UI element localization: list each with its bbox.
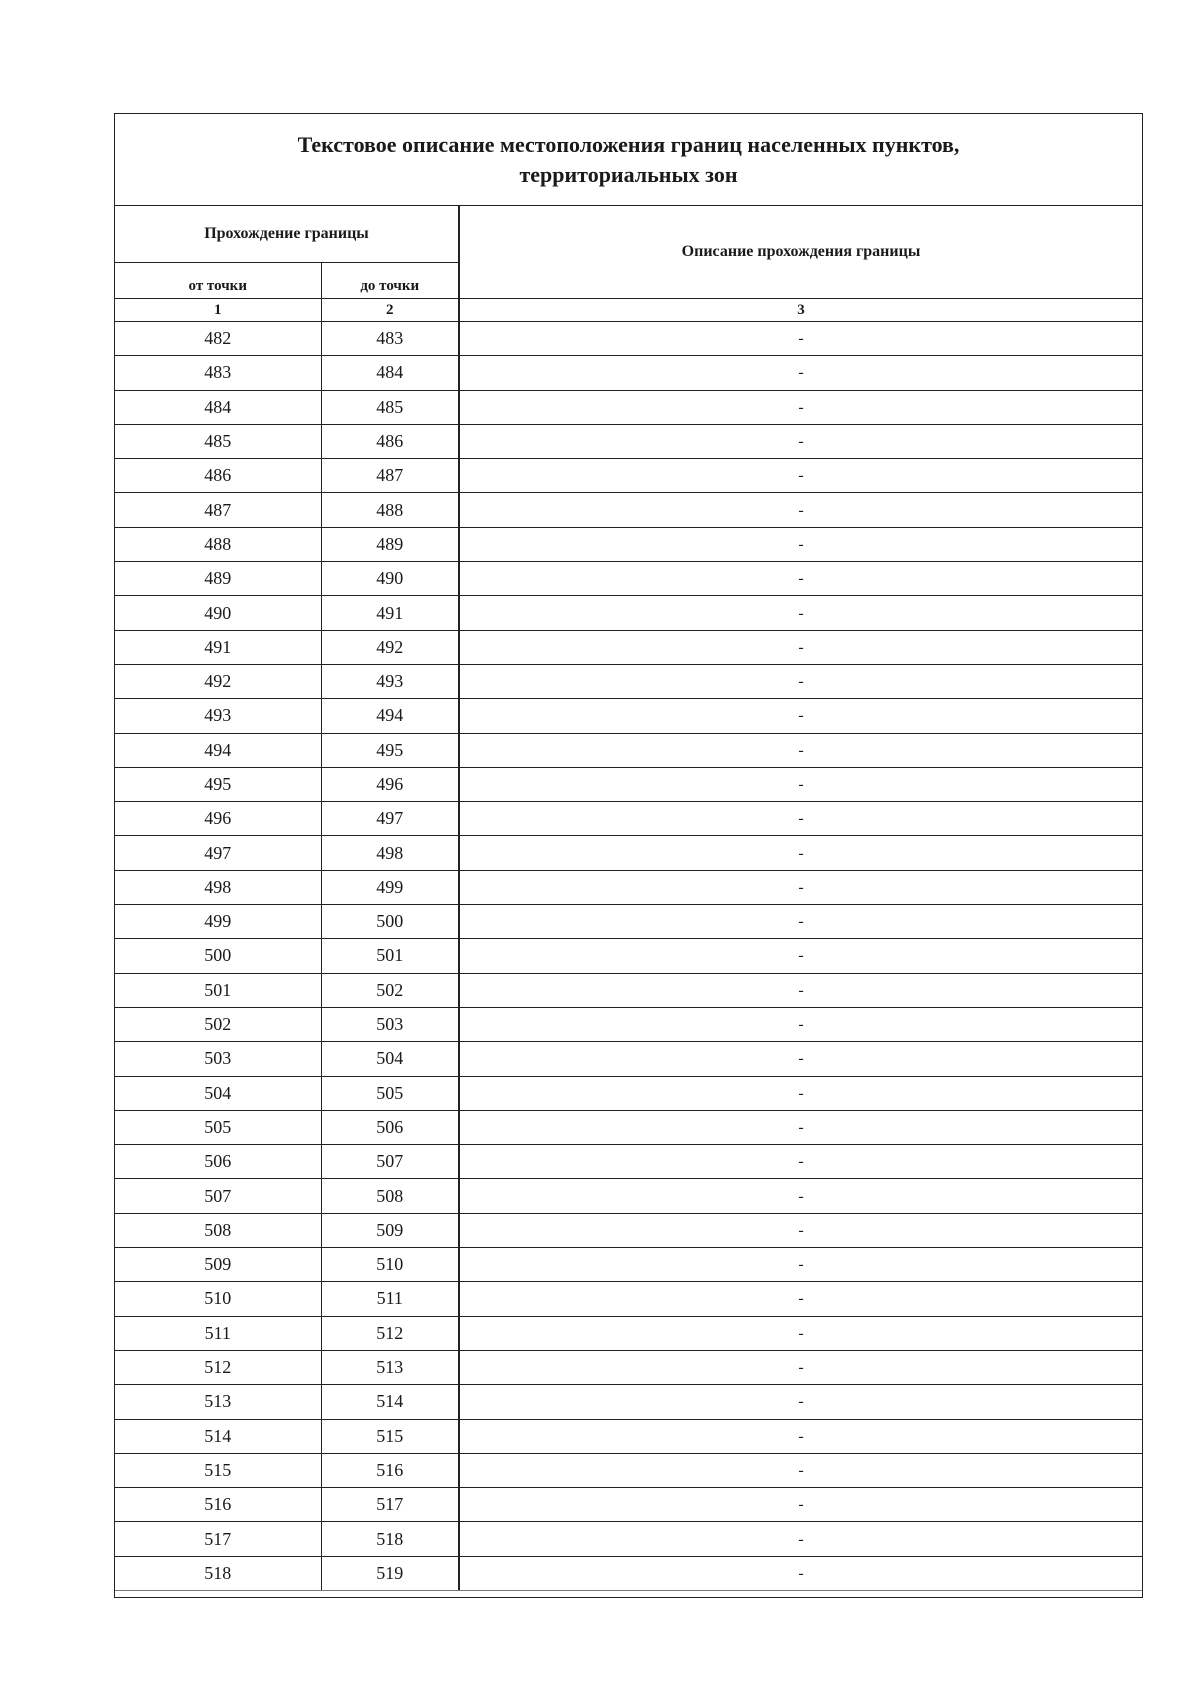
row-to-point: 486: [321, 424, 459, 458]
row-description: -: [459, 527, 1142, 561]
row-from-point: 487: [115, 493, 321, 527]
table-row: [115, 562, 1142, 596]
row-from-point: 484: [115, 390, 321, 424]
row-from-point: 516: [115, 1488, 321, 1522]
row-to-point: 494: [321, 699, 459, 733]
row-to-point: 518: [321, 1522, 459, 1556]
table-row: [115, 1179, 1142, 1213]
row-to-point: 501: [321, 939, 459, 973]
table-row: [115, 973, 1142, 1007]
row-from-point: 488: [115, 527, 321, 561]
row-to-point: 496: [321, 767, 459, 801]
table-row: [115, 1042, 1142, 1076]
row-to-point: 489: [321, 527, 459, 561]
table-row: [115, 493, 1142, 527]
row-description: -: [459, 870, 1142, 904]
row-from-point: 508: [115, 1213, 321, 1247]
row-to-point: 502: [321, 973, 459, 1007]
table-row: [115, 527, 1142, 561]
row-from-point: 501: [115, 973, 321, 1007]
table-row: [115, 836, 1142, 870]
table-row: [115, 1556, 1142, 1590]
row-to-point: 483: [321, 322, 459, 356]
row-description: -: [459, 356, 1142, 390]
row-to-point: 509: [321, 1213, 459, 1247]
row-to-point: 493: [321, 664, 459, 698]
row-from-point: 496: [115, 802, 321, 836]
row-from-point: 513: [115, 1385, 321, 1419]
document-title-line-1: Текстовое описание местоположения границ населенных пунктов,: [297, 131, 960, 157]
row-from-point: 507: [115, 1179, 321, 1213]
table-row: [115, 1522, 1142, 1556]
row-description: -: [459, 493, 1142, 527]
row-to-point: 497: [321, 802, 459, 836]
row-to-point: 492: [321, 630, 459, 664]
row-description: -: [459, 1350, 1142, 1384]
row-to-point: 511: [321, 1282, 459, 1316]
column-number-2: 2: [321, 299, 459, 322]
row-from-point: 489: [115, 562, 321, 596]
row-to-point: 512: [321, 1316, 459, 1350]
row-description: -: [459, 630, 1142, 664]
row-to-point: 490: [321, 562, 459, 596]
row-from-point: 503: [115, 1042, 321, 1076]
row-to-point: 515: [321, 1419, 459, 1453]
boundary-description-document: [114, 113, 1143, 1598]
table-row: [115, 1453, 1142, 1487]
row-from-point: 515: [115, 1453, 321, 1487]
row-from-point: 512: [115, 1350, 321, 1384]
header-from-point: от точки: [115, 263, 321, 299]
table-row: [115, 1419, 1142, 1453]
boundary-table: [115, 206, 1142, 1590]
row-to-point: 498: [321, 836, 459, 870]
row-from-point: 517: [115, 1522, 321, 1556]
row-from-point: 493: [115, 699, 321, 733]
row-description: -: [459, 390, 1142, 424]
row-from-point: 485: [115, 424, 321, 458]
header-to-point: до точки: [321, 263, 459, 299]
table-row: [115, 939, 1142, 973]
row-to-point: 487: [321, 459, 459, 493]
row-from-point: 511: [115, 1316, 321, 1350]
row-from-point: 504: [115, 1076, 321, 1110]
row-description: -: [459, 939, 1142, 973]
table-row: [115, 1213, 1142, 1247]
row-description: -: [459, 1213, 1142, 1247]
row-from-point: 483: [115, 356, 321, 390]
table-row: [115, 870, 1142, 904]
row-description: -: [459, 1453, 1142, 1487]
row-from-point: 482: [115, 322, 321, 356]
row-from-point: 499: [115, 905, 321, 939]
row-description: -: [459, 973, 1142, 1007]
row-description: -: [459, 905, 1142, 939]
row-from-point: 486: [115, 459, 321, 493]
table-row: [115, 733, 1142, 767]
table-row: [115, 1350, 1142, 1384]
table-row: [115, 1076, 1142, 1110]
row-to-point: 519: [321, 1556, 459, 1590]
row-from-point: 495: [115, 767, 321, 801]
row-from-point: 518: [115, 1556, 321, 1590]
row-description: -: [459, 767, 1142, 801]
row-from-point: 514: [115, 1419, 321, 1453]
table-row: [115, 459, 1142, 493]
row-to-point: 503: [321, 1007, 459, 1041]
row-to-point: 514: [321, 1385, 459, 1419]
boundary-table-body: [115, 322, 1142, 1590]
row-to-point: 517: [321, 1488, 459, 1522]
row-description: -: [459, 1385, 1142, 1419]
row-description: -: [459, 1248, 1142, 1282]
row-description: -: [459, 424, 1142, 458]
row-to-point: 505: [321, 1076, 459, 1110]
table-row: [115, 322, 1142, 356]
row-to-point: 513: [321, 1350, 459, 1384]
table-row: [115, 1488, 1142, 1522]
table-row: [115, 664, 1142, 698]
table-row: [115, 1248, 1142, 1282]
row-description: -: [459, 1145, 1142, 1179]
row-to-point: 495: [321, 733, 459, 767]
table-row: [115, 1110, 1142, 1144]
row-to-point: 500: [321, 905, 459, 939]
boundary-table-header: [115, 206, 1142, 322]
column-number-1: 1: [115, 299, 321, 322]
header-boundary-passage: Прохождение границы: [115, 206, 459, 263]
table-row: [115, 390, 1142, 424]
row-description: -: [459, 459, 1142, 493]
row-to-point: 484: [321, 356, 459, 390]
document-title-line-2: территориальных зон: [519, 161, 738, 187]
row-description: -: [459, 1419, 1142, 1453]
row-description: -: [459, 1316, 1142, 1350]
row-description: -: [459, 322, 1142, 356]
row-to-point: 499: [321, 870, 459, 904]
row-description: -: [459, 1522, 1142, 1556]
row-description: -: [459, 1556, 1142, 1590]
table-row: [115, 699, 1142, 733]
table-row: [115, 1007, 1142, 1041]
table-row: [115, 1145, 1142, 1179]
row-from-point: 490: [115, 596, 321, 630]
row-from-point: 500: [115, 939, 321, 973]
row-from-point: 502: [115, 1007, 321, 1041]
row-description: -: [459, 802, 1142, 836]
row-from-point: 505: [115, 1110, 321, 1144]
header-description: Описание прохождения границы: [459, 206, 1142, 299]
row-to-point: 506: [321, 1110, 459, 1144]
row-description: -: [459, 664, 1142, 698]
table-continuation-edge: [115, 1590, 1142, 1597]
row-from-point: 497: [115, 836, 321, 870]
row-description: -: [459, 1282, 1142, 1316]
table-row: [115, 596, 1142, 630]
table-row: [115, 424, 1142, 458]
row-description: -: [459, 562, 1142, 596]
row-description: -: [459, 836, 1142, 870]
row-to-point: 510: [321, 1248, 459, 1282]
row-description: -: [459, 733, 1142, 767]
table-row: [115, 630, 1142, 664]
document-title: [115, 114, 1142, 206]
row-description: -: [459, 1488, 1142, 1522]
row-to-point: 485: [321, 390, 459, 424]
table-row: [115, 767, 1142, 801]
row-description: -: [459, 1007, 1142, 1041]
row-description: -: [459, 1179, 1142, 1213]
table-row: [115, 356, 1142, 390]
row-to-point: 508: [321, 1179, 459, 1213]
row-description: -: [459, 596, 1142, 630]
row-to-point: 488: [321, 493, 459, 527]
row-from-point: 494: [115, 733, 321, 767]
row-from-point: 509: [115, 1248, 321, 1282]
row-from-point: 506: [115, 1145, 321, 1179]
row-to-point: 516: [321, 1453, 459, 1487]
row-from-point: 492: [115, 664, 321, 698]
row-to-point: 507: [321, 1145, 459, 1179]
row-description: -: [459, 699, 1142, 733]
column-number-3: 3: [459, 299, 1142, 322]
row-from-point: 510: [115, 1282, 321, 1316]
table-row: [115, 905, 1142, 939]
row-description: -: [459, 1076, 1142, 1110]
table-row: [115, 802, 1142, 836]
row-description: -: [459, 1042, 1142, 1076]
table-row: [115, 1282, 1142, 1316]
table-row: [115, 1316, 1142, 1350]
row-to-point: 504: [321, 1042, 459, 1076]
table-row: [115, 1385, 1142, 1419]
row-from-point: 491: [115, 630, 321, 664]
row-from-point: 498: [115, 870, 321, 904]
row-to-point: 491: [321, 596, 459, 630]
row-description: -: [459, 1110, 1142, 1144]
